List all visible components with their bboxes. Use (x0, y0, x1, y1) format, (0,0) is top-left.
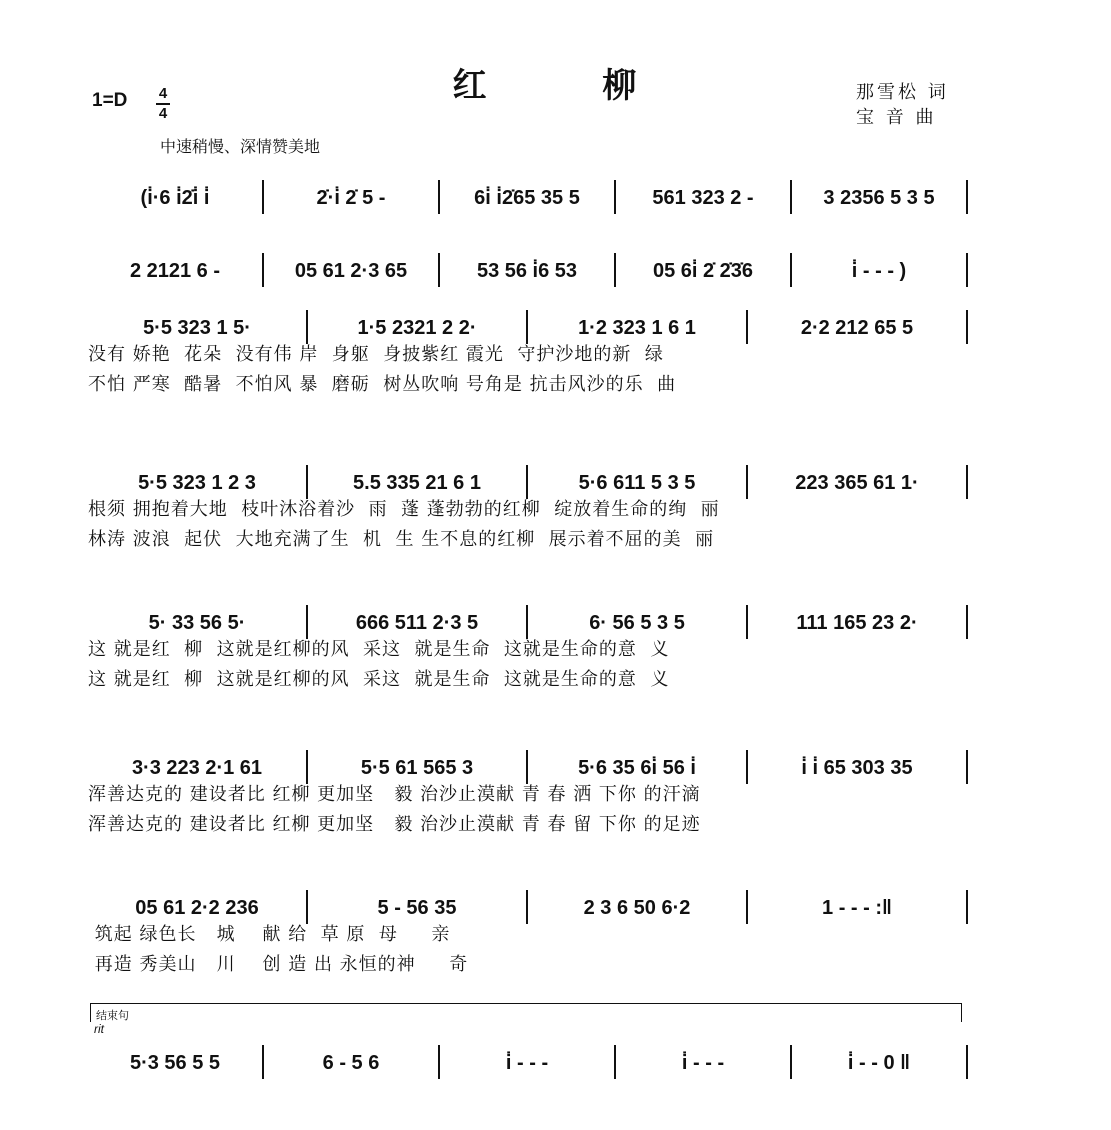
lyrics-verse-1: 没有 娇艳 花朵 没有伟 岸 身躯 身披紫红 霞光 守护沙地的新 绿 (88, 344, 664, 365)
measure: 05 61 2·2 236 (135, 897, 259, 919)
measure: 1 - - - :‖ (822, 897, 892, 919)
lyrics-verse-2: 浑善达克的 建设者比 红柳 更加坚 毅 治沙止漠献 青 春 留 下你 的足迹 (88, 814, 701, 835)
system-3 (88, 455, 968, 555)
lyricist: 那雪松 词 (856, 82, 949, 103)
time-signature-top: 4 (158, 85, 168, 102)
barline (966, 605, 968, 639)
barline (966, 180, 968, 214)
measure: 5 - 56 35 (377, 897, 457, 919)
barline (966, 1045, 968, 1079)
measure: 05 6i̇ 2̇ 2̇3̇6 (652, 260, 754, 282)
measure: 6i̇ i̇2̇65 35 5 (474, 187, 580, 209)
time-signature (156, 86, 170, 122)
measure: 561 323 2 - (652, 187, 754, 209)
barline (966, 890, 968, 924)
composer: 宝 音 曲 (856, 107, 937, 128)
key-signature: 1=D (92, 90, 128, 111)
measure: i̇ - - 0 ‖ (847, 1052, 911, 1074)
coda-label: 结束句 (96, 1009, 129, 1022)
coda-0 (88, 1035, 968, 1075)
lyrics-verse-1: 这 就是红 柳 这就是红柳的风 采这 就是生命 这就是生命的意 义 (88, 639, 670, 660)
song-title: 红 柳 (452, 66, 689, 106)
system-4 (88, 595, 968, 695)
notes-row (88, 880, 968, 920)
tempo-marking: 中速稍慢、深情赞美地 (160, 137, 321, 156)
coda-bracket (90, 1003, 962, 1022)
measure: 2̇·i̇ 2̇ 5 - (316, 187, 386, 209)
rit-marking: rit (94, 1022, 104, 1036)
notes-row (88, 455, 968, 495)
measure: 5·6 35 6i̇ 56 i̇ (578, 757, 696, 779)
measure: i̇ i̇ 65 303 35 (801, 757, 913, 779)
lyrics-verse-1: 根须 拥抱着大地 枝叶沐浴着沙 雨 蓬 蓬勃勃的红柳 绽放着生命的绚 丽 (88, 499, 720, 520)
lyrics-verse-2: 这 就是红 柳 这就是红柳的风 采这 就是生命 这就是生命的意 义 (88, 669, 670, 690)
measure: 1·2 323 1 6 1 (578, 317, 696, 339)
measure: 5·5 61 565 3 (360, 757, 474, 779)
notes-row (88, 243, 968, 283)
measure: 05 61 2·3 65 (294, 260, 408, 282)
credits (856, 80, 949, 130)
barline (966, 750, 968, 784)
measure: 5·6 611 5 3 5 (578, 472, 696, 494)
measure: 3 2356 5 3 5 (823, 187, 935, 209)
lyrics-verse-2: 林涛 波浪 起伏 大地充满了生 机 生 生不息的红柳 展示着不屈的美 丽 (88, 529, 715, 550)
system-1 (88, 243, 968, 283)
lyrics-verse-1: 筑起 绿色长 城 献 给 草 原 母 亲 (88, 924, 451, 945)
measure: 666 511 2·3 5 (355, 612, 479, 634)
measure: 5·5 323 1 5· (143, 317, 251, 339)
measure: (i̇·6 i̇2̇i̇ i̇ (140, 187, 210, 209)
measure: 5.5 335 21 6 1 (353, 472, 481, 494)
lyrics-verse-1: 浑善达克的 建设者比 红柳 更加坚 毅 治沙止漠献 青 春 洒 下你 的汗滴 (88, 784, 701, 805)
system-5 (88, 740, 968, 840)
measure: i̇ - - - (505, 1052, 549, 1074)
notes-row (88, 170, 968, 210)
measure: i̇ - - - (681, 1052, 725, 1074)
barline (966, 310, 968, 344)
notes-row (88, 595, 968, 635)
measure: 2 3 6 50 6·2 (583, 897, 691, 919)
time-signature-bottom: 4 (158, 105, 168, 122)
measure: i̇ - - - ) (851, 260, 907, 282)
measure: 6 - 5 6 (322, 1052, 380, 1074)
measure: 5·3 56 5 5 (129, 1052, 221, 1074)
measure: 5·5 323 1 2 3 (138, 472, 256, 494)
lyrics-verse-2: 不怕 严寒 酷暑 不怕风 暴 磨砺 树丛吹响 号角是 抗击风沙的乐 曲 (88, 374, 677, 395)
measure: 53 56 i̇6 53 (476, 260, 578, 282)
measure: 2·2 212 65 5 (800, 317, 914, 339)
barline (966, 465, 968, 499)
measure: 1·5 2321 2 2· (357, 317, 477, 339)
measure: 223 365 61 1· (795, 472, 919, 494)
system-0 (88, 170, 968, 210)
system-6 (88, 880, 968, 980)
measure: 2 2121 6 - (129, 260, 221, 282)
lyrics-verse-2: 再造 秀美山 川 创 造 出 永恒的神 奇 (88, 954, 469, 975)
measure: 6· 56 5 3 5 (589, 612, 685, 634)
notes-row (88, 1035, 968, 1075)
notes-row (88, 740, 968, 780)
notes-row (88, 300, 968, 340)
measure: 5· 33 56 5· (148, 612, 246, 634)
barline (966, 253, 968, 287)
measure: 111 165 23 2· (796, 612, 918, 634)
system-2 (88, 300, 968, 400)
measure: 3·3 223 2·1 61 (131, 757, 263, 779)
